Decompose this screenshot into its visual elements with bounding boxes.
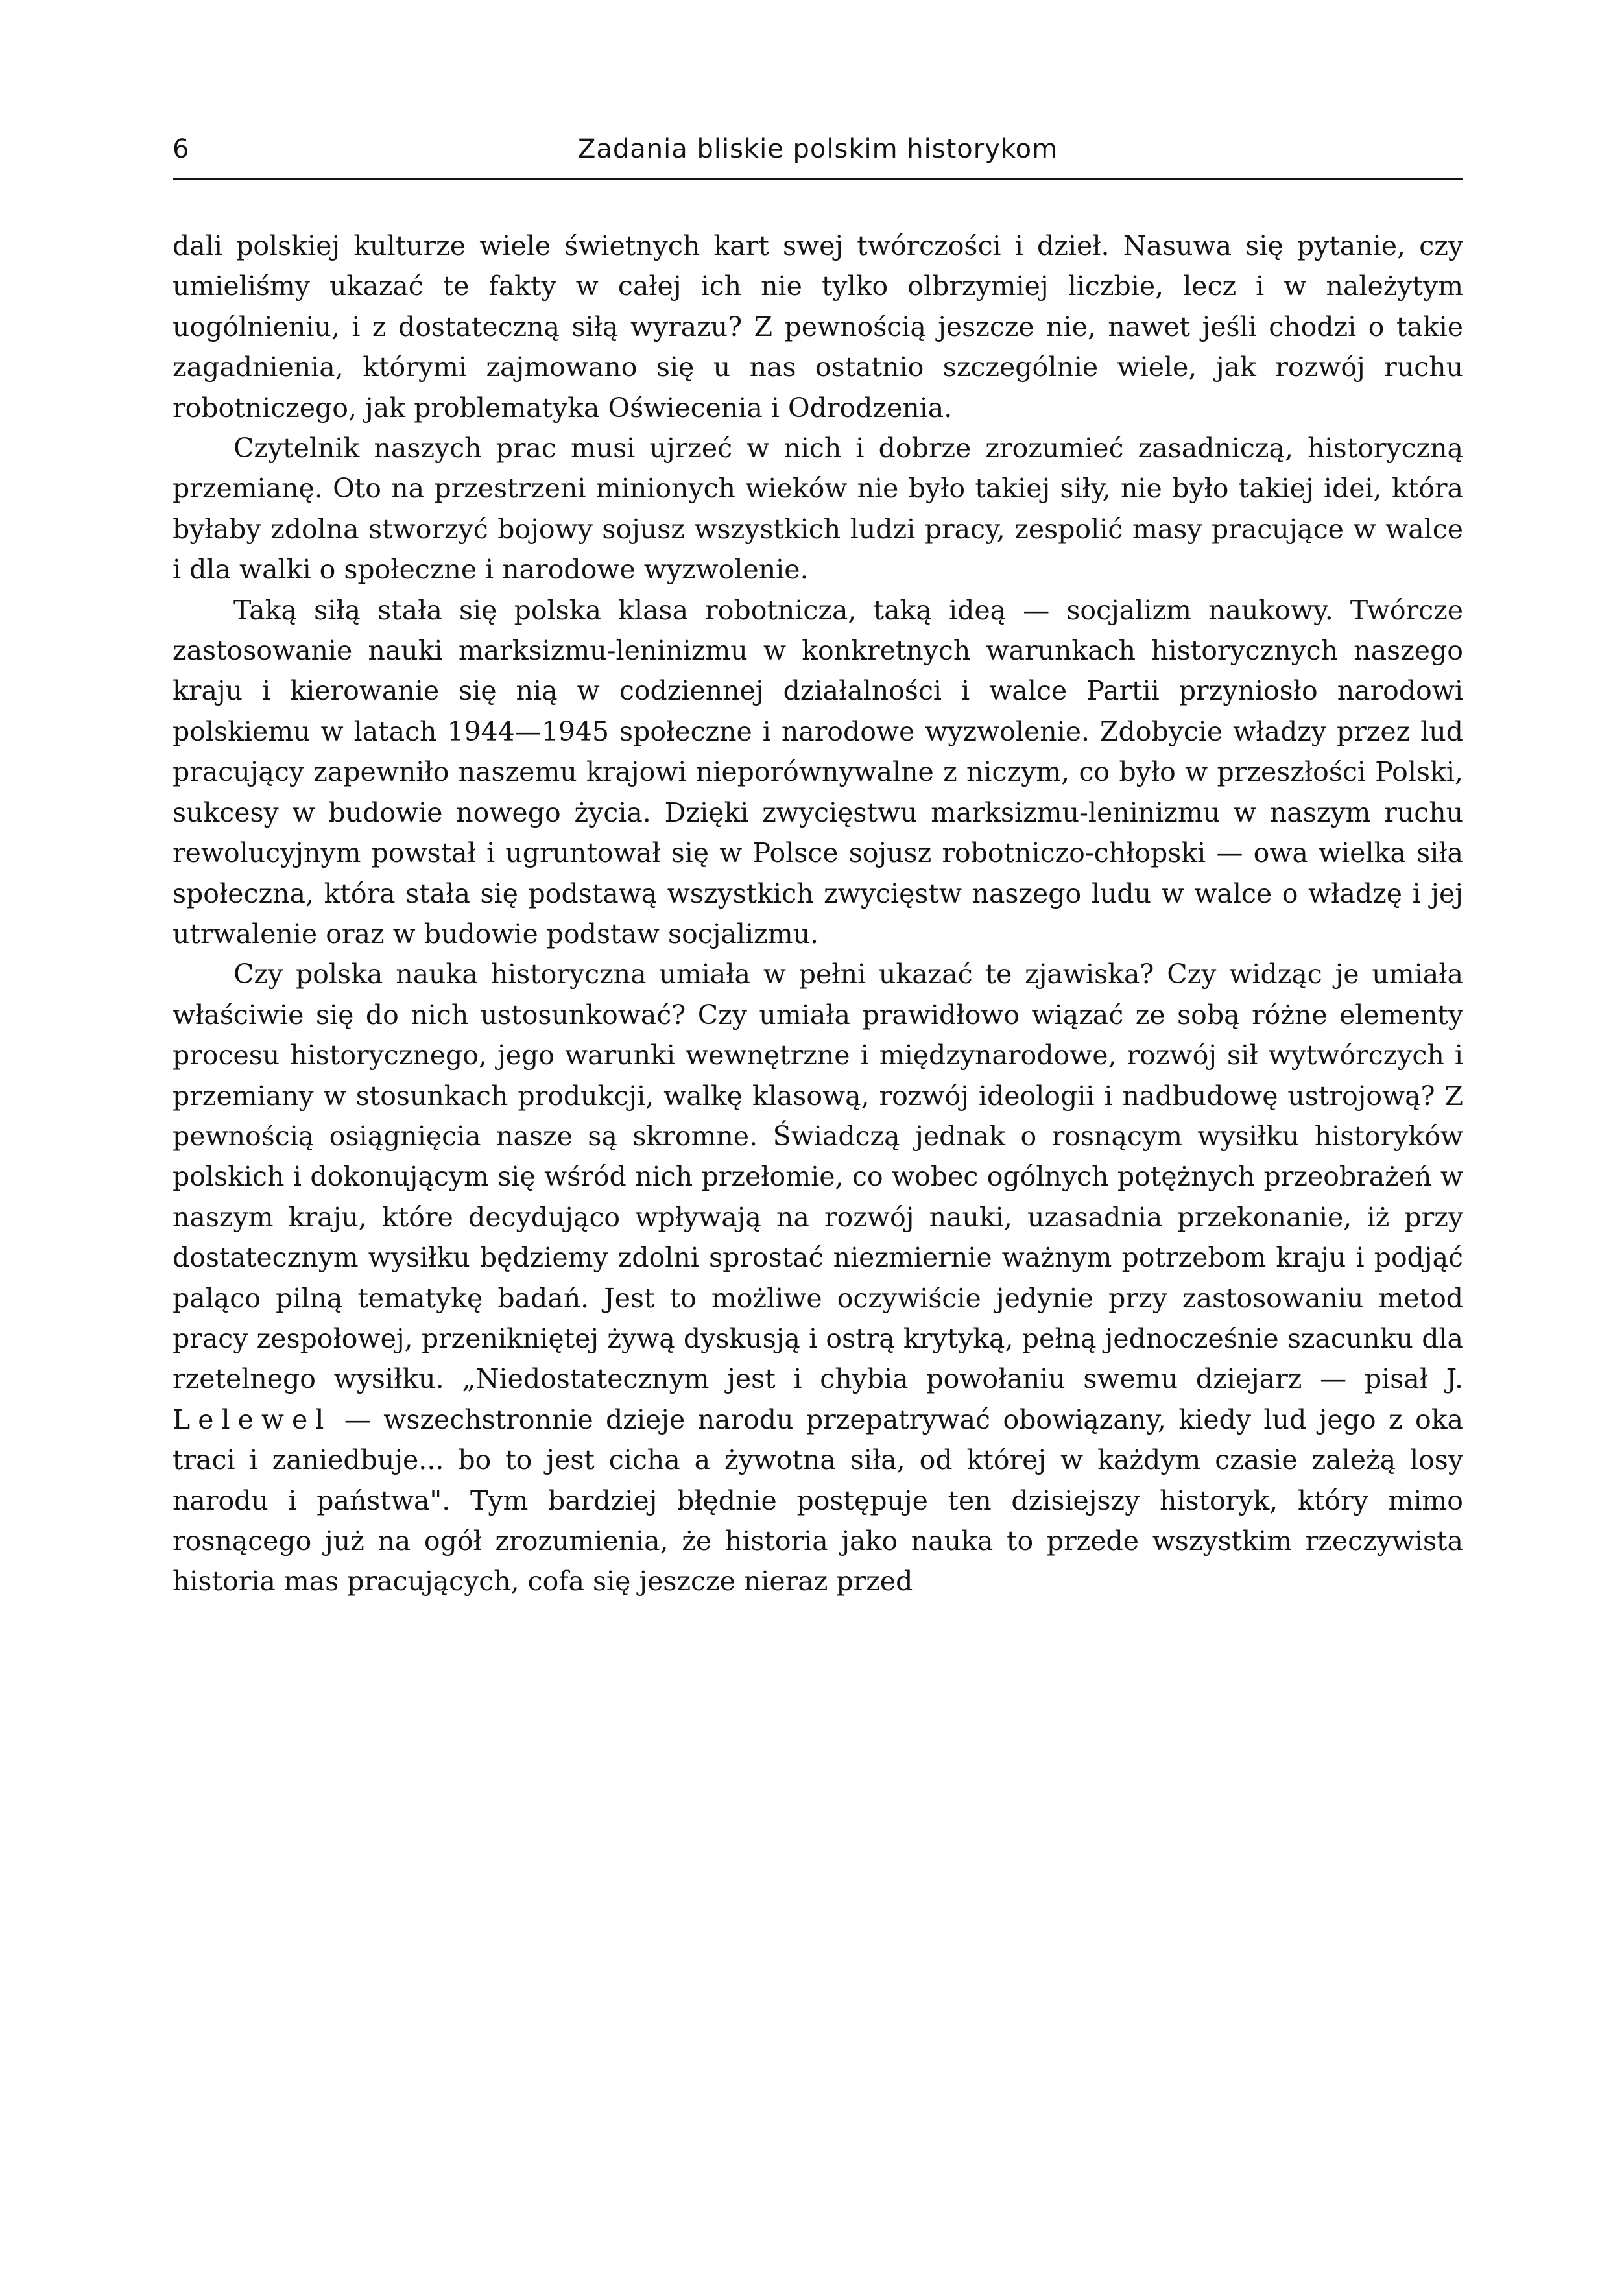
header-rule xyxy=(173,178,1463,180)
author-name-lelewel: Lelewel xyxy=(173,1403,332,1435)
running-title: Zadania bliskie polskim historykom xyxy=(577,134,1058,164)
document-page xyxy=(173,130,1463,1602)
page-header xyxy=(173,130,1463,169)
page-number: 6 xyxy=(173,134,189,164)
paragraph-2: Czytelnik naszych prac musi ujrzeć w nich i dobrze zrozumieć zasadniczą, historyczną przemianę. Oto na przestrzeni minionych wieków nie było takiej siły, nie było takiej idei, która byłaby zdolna stworzyć bojowy sojusz wszystkich ludzi pracy, zespolić masy pracujące w walce i dla walki o społeczne i narodowe wyzwolenie. xyxy=(173,433,1463,586)
paragraph-4-text-after: — wszechstronnie dzieje narodu przepatrywać obowiązany, kiedy lud jego z oka traci i zaniedbuje... bo to jest cicha a żywotna siła, od której w każdym czasie zależą losy narodu i państwa". Tym bardziej błędnie postępuje ten dzisiejszy historyk, który mimo rosnącego już na ogół zrozumienia, że historia jako nauka to przede wszystkim rzeczywista historia mas pracujących, cofa się jeszcze nieraz przed xyxy=(173,1403,1463,1597)
paragraph-3: Taką siłą stała się polska klasa robotnicza, taką ideą — socjalizm naukowy. Twórcze zastosowanie nauki marksizmu-leninizmu w konkretnych warunkach historycznych naszego kraju i kierowanie się nią w codziennej działalności i walce Partii przyniosło narodowi polskiemu w latach 1944—1945 społeczne i narodowe wyzwolenie. Zdobycie władzy przez lud pracujący zapewniło naszemu krajowi nieporównywalne z niczym, co było w przeszłości Polski, sukcesy w budowie nowego życia. Dzięki zwycięstwu marksizmu-leninizmu w naszym ruchu rewolucyjnym powstał i ugruntował się w Polsce sojusz robotniczo-chłopski — owa wielka siła społeczna, która stała się podstawą wszystkich zwycięstw naszego ludu w walce o władzę i jej utrwalenie oraz w budowie podstaw socjalizmu. xyxy=(173,594,1463,949)
paragraph-1: dali polskiej kulturze wiele świetnych kart swej twórczości i dzieł. Nasuwa się pytanie, czy umieliśmy ukazać te fakty w całej ich nie tylko olbrzymiej liczbie, lecz i w należytym uogólnieniu, i z dostateczną siłą wyrazu? Z pewnością jeszcze nie, nawet jeśli chodzi o takie zagadnienia, którymi zajmowano się u nas ostatnio szczególnie wiele, jak rozwój ruchu robotniczego, jak problematyka Oświecenia i Odrodzenia. xyxy=(173,230,1463,423)
paragraph-4 xyxy=(173,954,1463,1602)
paragraph-4-text-before: Czy polska nauka historyczna umiała w pełni ukazać te zjawiska? Czy widząc je umiała właściwie się do nich ustosunkować? Czy umiała prawidłowo wiązać ze sobą różne elementy procesu historycznego, jego warunki wewnętrzne i międzynarodowe, rozwój sił wytwórczych i przemiany w stosunkach produkcji, walkę klasową, rozwój ideologii i nadbudowę ustrojową? Z pewnością osiągnięcia nasze są skromne. Świadczą jednak o rosnącym wysiłku historyków polskich i dokonującym się wśród nich przełomie, co wobec ogólnych potężnych przeobrażeń w naszym kraju, które decydująco wpływają na rozwój nauki, uzasadnia przekonanie, iż przy dostatecznym wysiłku będziemy zdolni sprostać niezmiernie ważnym potrzebom kraju i podjąć paląco pilną tematykę badań. Jest to możliwe oczywiście jedynie przy zastosowaniu metod pracy zespołowej, przenikniętej żywą dyskusją i ostrą krytyką, pełną jednocześnie szacunku dla rzetelnego wysiłku. „Niedostatecznym jest i chybia powołaniu swemu dziejarz — pisał J. xyxy=(173,959,1463,1395)
body-text xyxy=(173,226,1463,1602)
